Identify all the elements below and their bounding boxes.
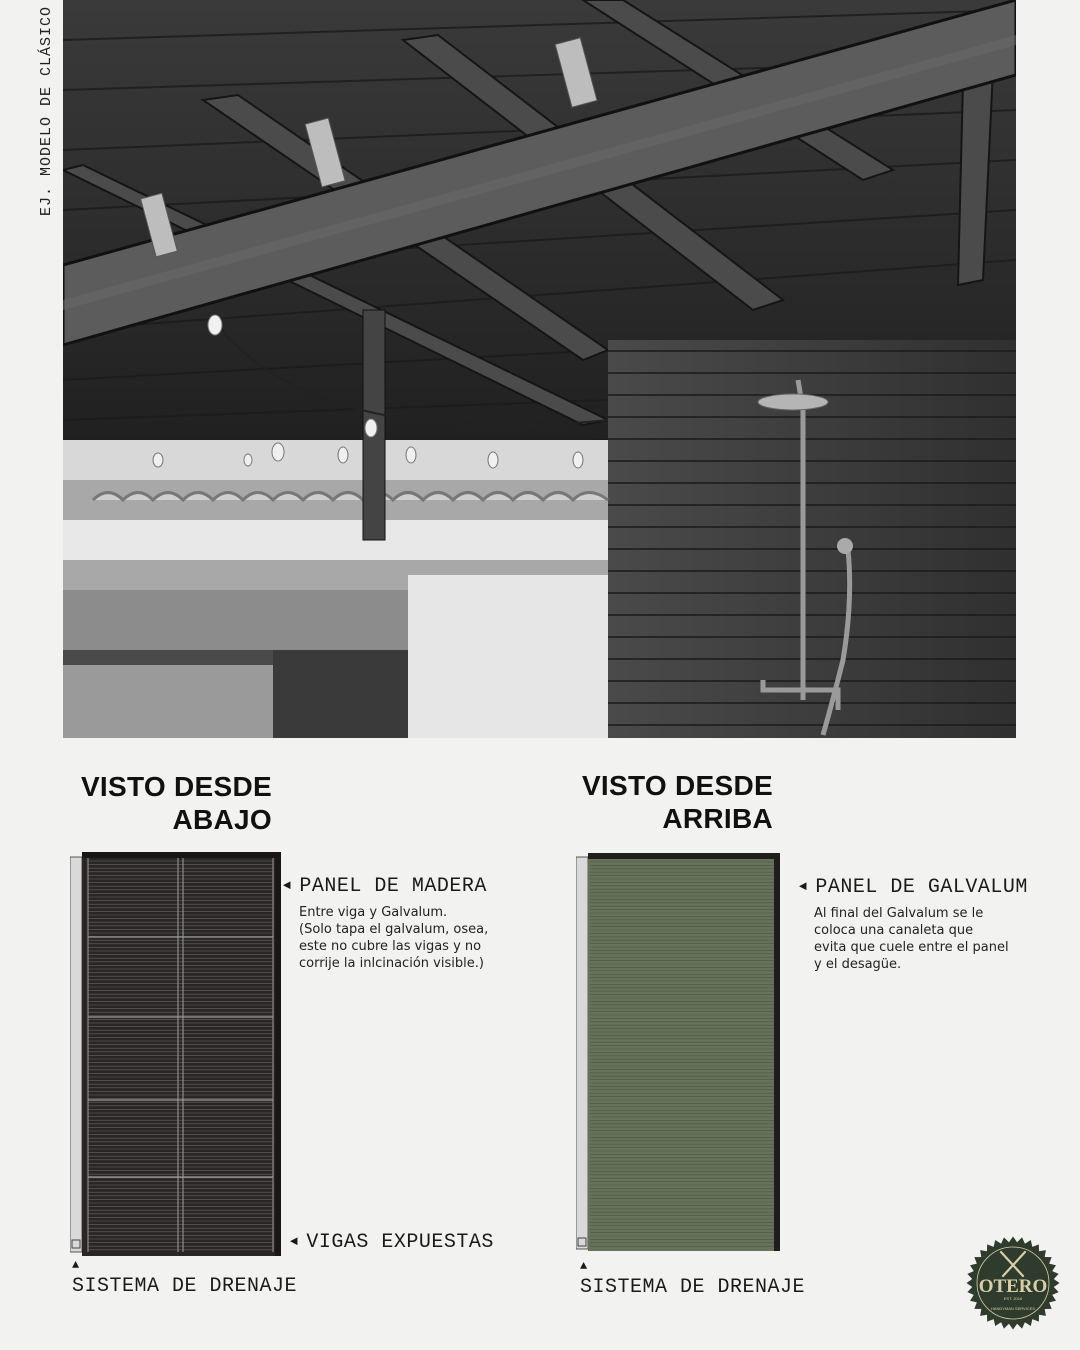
beams-label-text: VIGAS EXPUESTAS	[306, 1231, 494, 1254]
desc-line: Entre viga y Galvalum.	[299, 905, 448, 920]
side-label: EJ. MODELO DE CLÁSICO	[38, 5, 55, 216]
galvalum-panel-label-text: PANEL DE GALVALUM	[815, 876, 1028, 899]
wood-panel-label-text: PANEL DE MADERA	[299, 875, 487, 898]
desc-line: coloca una canaleta que	[814, 923, 974, 938]
galvalum-panel-description	[814, 905, 1029, 973]
desc-line: corrije la inlcinación visible.)	[299, 956, 484, 971]
logo-tagline: HANDYMAN SERVICES	[990, 1306, 1036, 1311]
logo-subtitle: EST. 2016	[1003, 1296, 1023, 1301]
right-drain-label: SISTEMA DE DRENAJE	[580, 1276, 806, 1299]
ceiling-photo	[63, 0, 1016, 738]
left-heading-line2: ABAJO	[172, 804, 272, 835]
wood-panel-label	[283, 875, 487, 898]
arrow-left-icon: ◄	[799, 879, 808, 894]
otero-logo	[966, 1236, 1060, 1330]
arrow-up-icon: ▲	[72, 1258, 80, 1272]
wood-panel-diagram	[70, 852, 282, 1256]
wood-panel-description	[299, 904, 514, 972]
desc-line: y el desagüe.	[814, 957, 902, 972]
beams-label	[290, 1231, 494, 1254]
left-heading-line1: VISTO DESDE	[80, 771, 272, 802]
galvalum-panel-diagram	[576, 853, 782, 1251]
arrow-up-icon: ▲	[580, 1259, 588, 1273]
desc-line: este no cubre las vigas y no	[299, 939, 482, 954]
left-drain-label: SISTEMA DE DRENAJE	[72, 1275, 298, 1298]
right-heading	[580, 769, 773, 835]
desc-line: Al final del Galvalum se le	[814, 906, 984, 921]
desc-line: (Solo tapa el galvalum, osea,	[299, 922, 489, 937]
desc-line: evita que cuele entre el panel	[814, 940, 1009, 955]
left-heading	[80, 770, 272, 836]
arrow-left-icon: ◄	[290, 1234, 299, 1249]
right-heading-line2: ARRIBA	[662, 803, 773, 834]
galvalum-panel-label	[799, 876, 1028, 899]
logo-name: OTERO	[978, 1276, 1048, 1297]
arrow-left-icon: ◄	[283, 878, 292, 893]
right-heading-line1: VISTO DESDE	[581, 770, 773, 801]
